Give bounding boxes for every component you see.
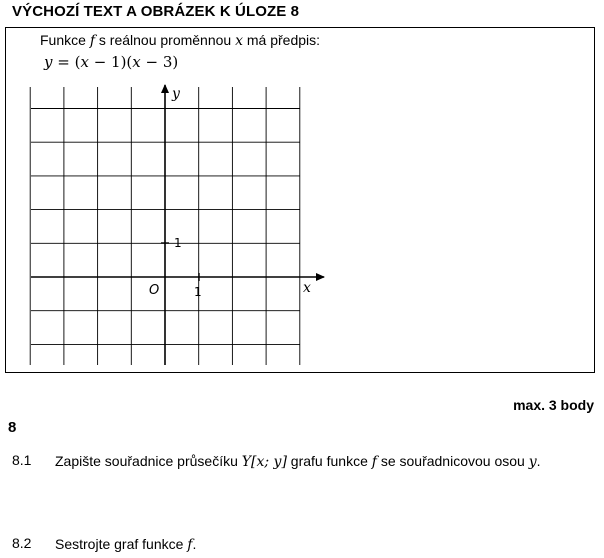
x-tick-label: 1 [194, 285, 202, 299]
intro-text-3: má předpis: [243, 32, 321, 48]
task-8-1-text-d: . [536, 453, 541, 469]
function-symbol-8-2: f [187, 537, 193, 553]
formula-eq: = ( [52, 53, 81, 71]
intro-text-1: Funkce [40, 32, 90, 48]
intro-text-2: s reálnou proměnnou [95, 32, 236, 48]
task-8-2-text-d: . [192, 536, 197, 552]
task-8-2-text [55, 533, 575, 556]
formula-x2: x [132, 53, 141, 71]
x-axis-label: x [303, 280, 311, 296]
question-number: 8 [8, 419, 17, 436]
origin-label: O [149, 283, 160, 298]
task-8-2-text-a: Sestrojte graf funkce [55, 536, 188, 552]
formula-part2: − 3) [140, 53, 179, 71]
axis-symbol: y [528, 454, 537, 470]
function-symbol: f [89, 33, 95, 49]
y-axis-label: y [172, 86, 180, 102]
formula-y: y [44, 53, 53, 71]
variable-symbol: x [235, 33, 243, 49]
point-coordinates: [x; y] [251, 454, 287, 470]
y-tick-label: 1 [174, 236, 182, 250]
formula-x1: x [80, 53, 89, 71]
point-symbol: Y [241, 454, 252, 470]
function-symbol-8-1: f [371, 454, 377, 470]
task-8-1-text [55, 450, 575, 473]
task-8-1-number: 8.1 [12, 452, 32, 468]
task-8-1-text-b: grafu funkce [286, 453, 372, 469]
page-title: VÝCHOZÍ TEXT A OBRÁZEK K ÚLOZE 8 [12, 3, 300, 20]
task-8-1-text-a: Zapište souřadnice průsečíku [55, 453, 242, 469]
task-8-1-text-c: se souřadnicovou osou [376, 453, 529, 469]
formula-part1: − 1)( [88, 53, 133, 71]
task-8-2-number: 8.2 [12, 535, 32, 551]
max-points-label: max. 3 body [513, 397, 594, 413]
